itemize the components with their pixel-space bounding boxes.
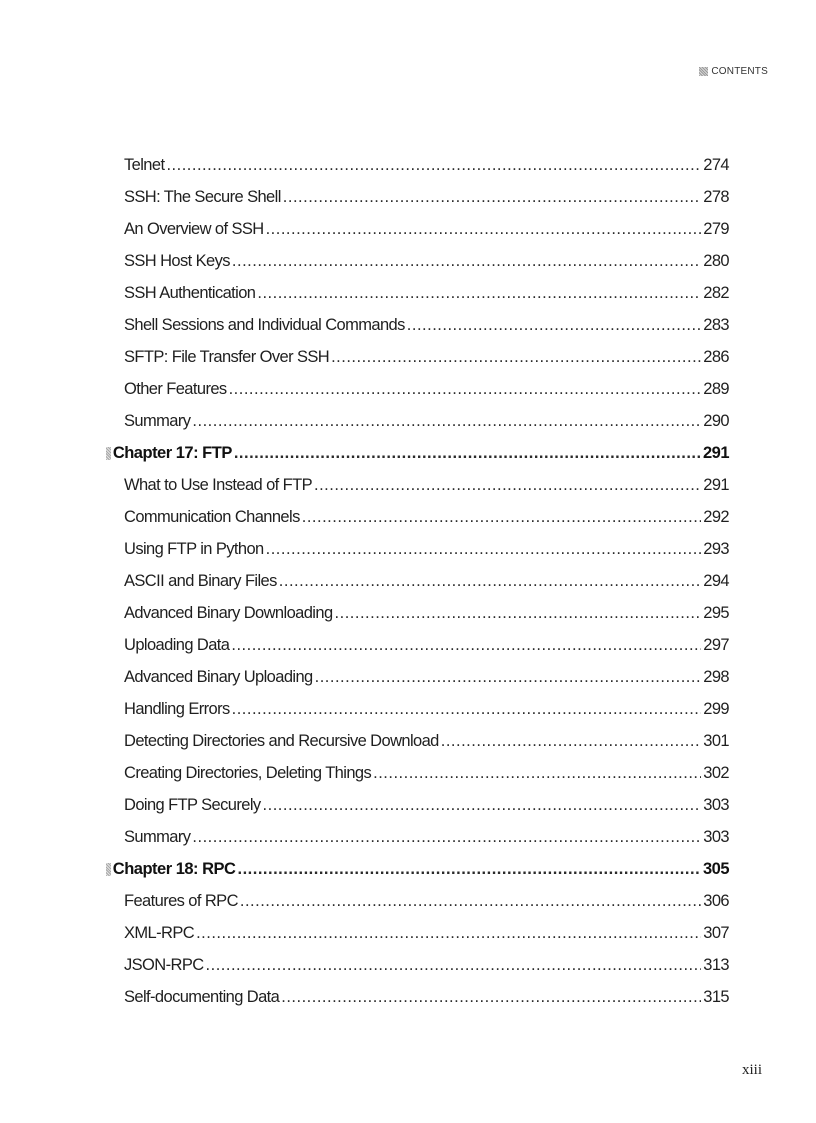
toc-section-entry[interactable] <box>106 405 729 437</box>
toc-entry-title: Telnet <box>124 156 165 174</box>
dot-leader <box>279 565 701 597</box>
toc-section-entry[interactable] <box>106 341 729 373</box>
toc-entry-page: 291 <box>702 444 729 462</box>
toc-entry-page: 313 <box>703 956 729 974</box>
dot-leader <box>196 917 701 949</box>
chapter-square-icon <box>106 447 111 460</box>
toc-section-entry[interactable] <box>106 981 729 1013</box>
toc-entry-page: 279 <box>703 220 729 238</box>
dot-leader <box>441 725 702 757</box>
toc-entry-title: Chapter 18: RPC <box>112 860 236 878</box>
dot-leader <box>192 821 701 853</box>
toc-chapter-entry[interactable] <box>106 437 729 469</box>
dot-leader <box>229 373 702 405</box>
toc-entry-title: XML-RPC <box>124 924 195 942</box>
dot-leader <box>231 629 701 661</box>
toc-entry-page: 295 <box>703 604 729 622</box>
toc-section-entry[interactable] <box>106 661 729 693</box>
toc-entry-title: Advanced Binary Downloading <box>124 604 333 622</box>
toc-entry-title: SSH: The Secure Shell <box>124 188 281 206</box>
toc-entry-title: Uploading Data <box>124 636 230 654</box>
running-header <box>699 66 768 77</box>
toc-entry-page: 291 <box>703 476 729 494</box>
toc-section-entry[interactable] <box>106 245 729 277</box>
toc-entry-page: 306 <box>703 892 729 910</box>
dot-leader <box>232 693 702 725</box>
dot-leader <box>257 277 701 309</box>
header-square-icon <box>699 67 708 76</box>
dot-leader <box>192 405 701 437</box>
dot-leader <box>314 469 701 501</box>
toc-entry-title: ASCII and Binary Files <box>124 572 277 590</box>
toc-entry-page: 293 <box>703 540 729 558</box>
page-number: xiii <box>741 1062 762 1078</box>
chapter-square-icon <box>106 863 111 876</box>
toc-entry-page: 274 <box>703 156 729 174</box>
toc-section-entry[interactable] <box>106 213 729 245</box>
toc-entry-title: Advanced Binary Uploading <box>124 668 313 686</box>
dot-leader <box>240 885 701 917</box>
toc-entry-page: 307 <box>703 924 729 942</box>
toc-entry-title: An Overview of SSH <box>124 220 264 238</box>
toc-entry-page: 294 <box>703 572 729 590</box>
dot-leader <box>283 181 701 213</box>
toc-entry-title: Summary <box>124 828 191 846</box>
toc-entry-page: 290 <box>703 412 729 430</box>
dot-leader <box>315 661 702 693</box>
toc-section-entry[interactable] <box>106 629 729 661</box>
toc-entry-title: Using FTP in Python <box>124 540 264 558</box>
dot-leader <box>266 213 702 245</box>
toc-entry-title: Self-documenting Data <box>124 988 280 1006</box>
toc-section-entry[interactable] <box>106 725 729 757</box>
toc-section-entry[interactable] <box>106 757 729 789</box>
toc-section-entry[interactable] <box>106 533 729 565</box>
toc-section-entry[interactable] <box>106 181 729 213</box>
toc-section-entry[interactable] <box>106 597 729 629</box>
toc-entry-title: Doing FTP Securely <box>124 796 261 814</box>
toc-entry-title: Features of RPC <box>124 892 238 910</box>
dot-leader <box>234 437 701 469</box>
toc-entry-title: Shell Sessions and Individual Commands <box>124 316 405 334</box>
toc-entry-title: SFTP: File Transfer Over SSH <box>124 348 330 366</box>
dot-leader <box>373 757 701 789</box>
toc-entry-page: 302 <box>703 764 729 782</box>
toc-section-entry[interactable] <box>106 501 729 533</box>
toc-entry-page: 305 <box>702 860 729 878</box>
toc-entry-page: 292 <box>703 508 729 526</box>
toc-entry-page: 282 <box>703 284 729 302</box>
toc-entry-page: 278 <box>703 188 729 206</box>
toc-entry-page: 283 <box>703 316 729 334</box>
toc-entry-title: What to Use Instead of FTP <box>124 476 312 494</box>
toc-section-entry[interactable] <box>106 277 729 309</box>
dot-leader <box>232 245 701 277</box>
toc-entry-page: 299 <box>703 700 729 718</box>
dot-leader <box>166 149 701 181</box>
toc-section-entry[interactable] <box>106 469 729 501</box>
toc-section-entry[interactable] <box>106 789 729 821</box>
dot-leader <box>331 341 701 373</box>
toc-entry-title: Communication Channels <box>124 508 300 526</box>
dot-leader <box>281 981 701 1013</box>
toc-entry-title: Other Features <box>124 380 227 398</box>
toc-entry-page: 301 <box>703 732 729 750</box>
toc-section-entry[interactable] <box>106 693 729 725</box>
toc-section-entry[interactable] <box>106 949 729 981</box>
toc-entry-page: 298 <box>703 668 729 686</box>
dot-leader <box>266 533 702 565</box>
dot-leader <box>263 789 702 821</box>
toc-entry-page: 315 <box>703 988 729 1006</box>
table-of-contents <box>106 149 729 1013</box>
toc-section-entry[interactable] <box>106 309 729 341</box>
toc-entry-title: SSH Authentication <box>124 284 256 302</box>
toc-entry-page: 289 <box>703 380 729 398</box>
dot-leader <box>302 501 702 533</box>
toc-section-entry[interactable] <box>106 821 729 853</box>
running-header-label: CONTENTS <box>711 66 768 77</box>
toc-entry-title: SSH Host Keys <box>124 252 230 270</box>
toc-chapter-entry[interactable] <box>106 853 729 885</box>
toc-section-entry[interactable] <box>106 373 729 405</box>
toc-entry-page: 280 <box>703 252 729 270</box>
toc-entry-page: 297 <box>703 636 729 654</box>
toc-entry-title: Handling Errors <box>124 700 230 718</box>
toc-section-entry[interactable] <box>106 917 729 949</box>
toc-entry-page: 303 <box>703 828 729 846</box>
toc-entry-page: 303 <box>703 796 729 814</box>
toc-entry-page: 286 <box>703 348 729 366</box>
toc-entry-title: Chapter 17: FTP <box>112 444 232 462</box>
dot-leader <box>407 309 701 341</box>
toc-entry-title: Detecting Directories and Recursive Download <box>124 732 439 750</box>
toc-entry-title: Summary <box>124 412 191 430</box>
toc-entry-title: Creating Directories, Deleting Things <box>124 764 372 782</box>
dot-leader <box>335 597 702 629</box>
dot-leader <box>206 949 702 981</box>
toc-section-entry[interactable] <box>106 885 729 917</box>
dot-leader <box>237 853 700 885</box>
toc-section-entry[interactable] <box>106 149 729 181</box>
toc-entry-title: JSON-RPC <box>124 956 204 974</box>
toc-section-entry[interactable] <box>106 565 729 597</box>
